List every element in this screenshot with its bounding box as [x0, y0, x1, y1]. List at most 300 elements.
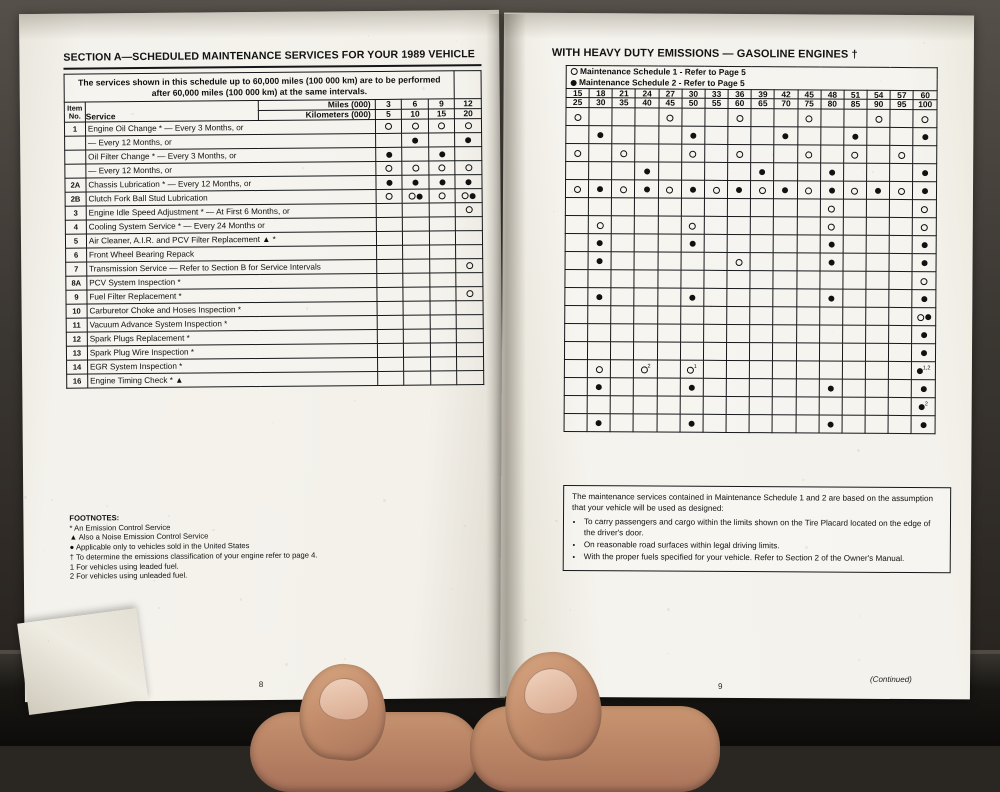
cell-1-8	[751, 127, 774, 145]
paper-speckle	[761, 231, 762, 232]
mark-dot	[571, 80, 577, 86]
row-6-mark-2	[429, 203, 456, 217]
right-km-0: 25	[566, 98, 589, 108]
row-service: Engine Idle Speed Adjustment * — At First 6 Months, or	[86, 204, 376, 221]
mark-dot	[920, 422, 926, 428]
cell-14-11	[819, 361, 842, 379]
row-11-mark-0	[377, 273, 404, 287]
cell-5-6	[704, 199, 727, 217]
row-4-mark-2	[429, 175, 456, 189]
cell-8-0	[565, 252, 588, 270]
cell-6-14	[889, 218, 912, 236]
mark-dot	[690, 241, 696, 247]
mark-dot	[688, 421, 694, 427]
paper-speckle	[24, 496, 26, 498]
cell-0-8	[751, 109, 774, 127]
mark-ring	[574, 186, 581, 193]
row-4-mark-0	[376, 175, 403, 189]
grid-row	[565, 270, 936, 290]
cell-3-6	[705, 163, 728, 181]
cell-10-0	[565, 288, 588, 306]
cell-10-3	[634, 288, 657, 306]
page-top-shading-right	[504, 13, 974, 42]
cell-4-13	[866, 182, 889, 200]
cell-1-7	[728, 127, 751, 145]
km-row-label: Kilometers (000)	[258, 110, 375, 121]
cell-12-12	[842, 325, 865, 343]
row-14-mark-1	[403, 315, 430, 329]
cell-6-9	[774, 217, 797, 235]
row-9-mark-0	[376, 245, 403, 259]
grid-row	[565, 306, 936, 326]
mark-ring	[917, 314, 924, 321]
cell-15-2	[611, 378, 634, 396]
grid-row	[566, 144, 937, 164]
cell-15-5	[680, 378, 703, 396]
cell-8-11	[820, 253, 843, 271]
cell-8-3	[634, 252, 657, 270]
cell-17-0	[564, 414, 587, 432]
footnote-1: ▲ Also a Noise Emission Control Service	[69, 531, 209, 543]
cell-6-3	[635, 216, 658, 234]
cell-14-5	[680, 360, 703, 378]
row-number	[65, 150, 86, 164]
mark-dot	[439, 179, 445, 185]
paper-speckle	[87, 188, 89, 190]
row-12-mark-1	[403, 287, 430, 301]
mark-ring	[898, 152, 905, 159]
cell-15-15	[912, 380, 936, 398]
cell-4-6	[704, 181, 727, 199]
right-miles-15: 60	[913, 90, 937, 100]
mark-ring	[620, 150, 627, 157]
mark-dot	[922, 134, 928, 140]
cell-4-12	[843, 181, 866, 199]
row-number: 12	[66, 332, 87, 346]
row-service: Chassis Lubrication * — Every 12 Months, or	[86, 176, 376, 193]
cell-10-10	[796, 289, 819, 307]
miles-value-2: 9	[428, 99, 455, 109]
row-6-mark-3	[456, 203, 483, 217]
cell-13-14	[889, 344, 912, 362]
mark-ring	[735, 259, 742, 266]
row-6-mark-0	[376, 203, 403, 217]
mark-ring	[412, 165, 419, 172]
cell-4-9	[774, 181, 797, 199]
cell-8-2	[611, 252, 634, 270]
right-page	[500, 13, 974, 700]
miles-row-label: Miles (000)	[258, 100, 375, 111]
cell-11-3	[634, 306, 657, 324]
mark-ring	[852, 151, 859, 158]
mark-dot	[596, 420, 602, 426]
mark-dot	[466, 179, 472, 185]
row-18-mark-0	[378, 371, 405, 385]
grid-row	[565, 234, 936, 254]
cell-11-15	[912, 308, 936, 326]
paper-speckle	[553, 211, 554, 212]
paper-speckle	[892, 33, 893, 34]
cell-6-7	[727, 217, 750, 235]
cell-0-5	[682, 108, 705, 126]
cell-5-13	[866, 200, 889, 218]
cell-5-14	[890, 200, 913, 218]
footnote-3: † To determine the emissions classification of your engine refer to page 4.	[69, 550, 318, 562]
cell-11-13	[866, 308, 889, 326]
row-7-mark-1	[403, 217, 430, 231]
row-3-mark-3	[455, 161, 482, 175]
cell-17-13	[865, 416, 888, 434]
mark-dot	[690, 133, 696, 139]
km-value-2: 15	[428, 109, 455, 119]
km-value-1: 10	[402, 109, 429, 119]
cell-8-14	[889, 254, 912, 272]
right-miles-7: 36	[728, 89, 751, 99]
cell-11-0	[565, 306, 588, 324]
cell-10-13	[866, 290, 889, 308]
right-km-10: 75	[798, 99, 821, 109]
mark-ring	[409, 193, 416, 200]
mark-dot	[782, 187, 788, 193]
paper-speckle	[131, 113, 134, 116]
cell-8-1	[588, 252, 611, 270]
cell-13-11	[819, 343, 842, 361]
paper-speckle	[48, 640, 49, 641]
cell-3-9	[774, 163, 797, 181]
cell-10-6	[704, 289, 727, 307]
paper-speckle	[270, 281, 271, 282]
cell-8-9	[773, 253, 796, 271]
cell-7-6	[704, 235, 727, 253]
mark-ring	[439, 193, 446, 200]
cell-4-5	[681, 180, 704, 198]
row-service: Cooling System Service * — Every 24 Months or	[86, 218, 376, 235]
row-number: 11	[66, 318, 87, 332]
row-service: Vacuum Advance System Inspection *	[87, 316, 377, 333]
cell-3-13	[867, 164, 890, 182]
mark-dot	[828, 296, 834, 302]
paper-speckle	[922, 228, 924, 230]
cell-9-4	[658, 270, 681, 288]
cell-15-3	[634, 378, 657, 396]
cell-10-1	[588, 288, 611, 306]
mark-dot	[417, 194, 423, 200]
cell-8-12	[843, 253, 866, 271]
cell-6-12	[843, 217, 866, 235]
cell-17-9	[772, 415, 795, 433]
legend-row-1: Maintenance Schedule 2 - Refer to Page 5	[566, 77, 937, 91]
cell-4-2	[612, 180, 635, 198]
cell-16-10	[796, 397, 819, 415]
cell-10-8	[750, 289, 773, 307]
miles-value-0: 3	[375, 100, 402, 110]
mark-ring	[805, 187, 812, 194]
row-10-mark-3	[456, 259, 483, 273]
paper-speckle	[708, 12, 709, 13]
cell-2-13	[867, 146, 890, 164]
mark-dot	[921, 260, 927, 266]
mark-ring	[385, 165, 392, 172]
paper-speckle	[272, 423, 273, 424]
paper-speckle	[141, 372, 142, 373]
grid-row	[565, 198, 936, 218]
cell-17-10	[796, 415, 819, 433]
row-18-mark-1	[404, 371, 431, 385]
cell-4-8	[751, 181, 774, 199]
cell-13-4	[657, 342, 680, 360]
cell-0-7	[728, 109, 751, 127]
right-page-heading: WITH HEAVY DUTY EMISSIONS — GASOLINE ENGINES †	[551, 46, 858, 61]
right-miles-14: 57	[890, 90, 913, 100]
cell-9-2	[611, 270, 634, 288]
cell-10-15	[912, 290, 936, 308]
cell-11-7	[727, 307, 750, 325]
cell-10-14	[889, 290, 912, 308]
row-16-mark-2	[430, 343, 457, 357]
cell-3-7	[728, 163, 751, 181]
right-miles-8: 39	[751, 89, 774, 99]
right-miles-12: 51	[844, 90, 867, 100]
cell-15-14	[888, 380, 911, 398]
mark-ring	[667, 114, 674, 121]
cell-7-0	[565, 234, 588, 252]
right-thumbnail	[522, 666, 580, 717]
mark-ring	[620, 186, 627, 193]
mark-dot	[783, 133, 789, 139]
cell-15-7	[726, 379, 749, 397]
mark-dot	[875, 188, 881, 194]
cell-8-10	[797, 253, 820, 271]
row-12-mark-0	[377, 287, 404, 301]
cell-12-0	[565, 324, 588, 342]
cell-9-5	[681, 270, 704, 288]
cell-13-1	[588, 342, 611, 360]
cell-17-15	[911, 416, 935, 434]
cell-2-2	[612, 144, 635, 162]
cell-9-10	[796, 271, 819, 289]
cell-6-11	[820, 217, 843, 235]
row-number: 2A	[65, 178, 86, 192]
row-13-mark-1	[403, 301, 430, 315]
cell-11-6	[704, 307, 727, 325]
right-miles-2: 21	[612, 88, 635, 98]
left-page	[19, 10, 505, 702]
cell-14-8	[750, 361, 773, 379]
right-km-6: 55	[705, 99, 728, 109]
right-miles-4: 27	[659, 89, 682, 99]
cell-6-10	[797, 217, 820, 235]
cell-11-12	[843, 307, 866, 325]
footnote-5: 2 For vehicles using unleaded fuel.	[69, 570, 188, 581]
cell-12-15	[912, 326, 936, 344]
cell-4-0	[565, 180, 588, 198]
cell-14-12	[842, 361, 865, 379]
grid-row	[564, 414, 935, 434]
row-service: Oil Filter Change * — Every 3 Months, or	[86, 148, 376, 165]
row-14-mark-0	[377, 315, 404, 329]
cell-5-4	[658, 198, 681, 216]
mark-dot	[596, 384, 602, 390]
cell-16-5	[680, 396, 703, 414]
cell-16-4	[657, 396, 680, 414]
row-16-mark-3	[457, 343, 484, 357]
row-11-mark-3	[456, 273, 483, 287]
row-16-mark-0	[377, 343, 404, 357]
row-number: 8A	[66, 276, 87, 290]
mark-dot	[644, 169, 650, 175]
cell-11-2	[611, 306, 634, 324]
cell-8-6	[704, 253, 727, 271]
mark-dot	[828, 242, 834, 248]
cell-0-3	[635, 108, 658, 126]
mark-ring	[597, 222, 604, 229]
cell-10-11	[820, 289, 843, 307]
row-service: Spark Plug Wire Inspection *	[87, 344, 377, 361]
right-miles-6: 33	[705, 89, 728, 99]
col-item-no-header: Item No.	[64, 103, 85, 123]
grid-row	[564, 360, 935, 380]
cell-17-6	[703, 415, 726, 433]
mark-ring	[412, 123, 419, 130]
cell-14-14	[889, 362, 912, 380]
km-value-0: 5	[375, 110, 402, 120]
cell-3-1	[589, 162, 612, 180]
cell-5-2	[612, 198, 635, 216]
section-title: SECTION A—SCHEDULED MAINTENANCE SERVICES FOR YOUR 1989 VEHICLE	[63, 48, 476, 64]
row-service: Front Wheel Bearing Repack	[86, 246, 376, 263]
row-service: Air Cleaner, A.I.R. and PCV Filter Replacement ▲ *	[86, 232, 376, 249]
cell-6-13	[866, 218, 889, 236]
mark-dot	[644, 187, 650, 193]
mark-ring	[736, 151, 743, 158]
paper-speckle	[611, 157, 613, 159]
cell-17-1	[587, 414, 610, 432]
paper-speckle	[634, 148, 635, 149]
mark-dot	[689, 385, 695, 391]
cell-6-6	[704, 217, 727, 235]
cell-0-11	[821, 109, 844, 127]
cell-6-1	[588, 216, 611, 234]
row-0-mark-1	[402, 119, 429, 133]
cell-0-0	[566, 108, 589, 126]
cell-0-2	[612, 108, 635, 126]
row-9-mark-1	[403, 245, 430, 259]
cell-15-4	[657, 378, 680, 396]
cell-15-8	[750, 379, 773, 397]
cell-11-9	[773, 307, 796, 325]
cell-17-14	[888, 416, 911, 434]
paper-speckle	[797, 320, 798, 321]
cell-16-1	[587, 396, 610, 414]
cell-3-5	[681, 162, 704, 180]
cell-14-6	[703, 361, 726, 379]
paper-speckle	[667, 653, 668, 654]
mark-dot	[921, 332, 927, 338]
cell-16-8	[749, 397, 772, 415]
paper-speckle	[805, 546, 808, 549]
cell-12-2	[611, 324, 634, 342]
grid-row	[566, 108, 937, 128]
mark-dot	[597, 240, 603, 246]
cell-13-13	[865, 344, 888, 362]
paper-speckle	[80, 523, 81, 524]
row-8-mark-2	[429, 231, 456, 245]
row-2-mark-3	[455, 147, 482, 161]
cell-12-6	[704, 325, 727, 343]
row-2-mark-1	[402, 147, 429, 161]
cell-15-12	[842, 379, 865, 397]
row-17-mark-1	[404, 357, 431, 371]
mark-ring	[828, 223, 835, 230]
cell-2-5	[681, 144, 704, 162]
mark-ring	[875, 115, 882, 122]
cell-15-13	[865, 380, 888, 398]
title-rule	[63, 64, 481, 70]
paper-speckle	[729, 269, 730, 270]
grid-row	[564, 378, 935, 398]
cell-7-4	[658, 234, 681, 252]
cell-13-6	[703, 343, 726, 361]
row-15-mark-3	[457, 329, 484, 343]
cell-6-15	[913, 218, 937, 236]
cell-4-1	[589, 180, 612, 198]
cell-0-4	[659, 108, 682, 126]
row-service: Fuel Filter Replacement *	[87, 288, 377, 305]
continued-label: (Continued)	[869, 674, 912, 685]
cell-2-10	[797, 145, 820, 163]
paper-speckle	[452, 588, 453, 589]
cell-7-1	[588, 234, 611, 252]
cell-17-12	[842, 415, 865, 433]
right-miles-13: 54	[867, 90, 890, 100]
cell-12-1	[588, 324, 611, 342]
mark-dot	[829, 170, 835, 176]
right-km-5: 50	[682, 99, 705, 109]
cell-2-8	[751, 145, 774, 163]
cell-6-0	[565, 216, 588, 234]
cell-12-11	[819, 325, 842, 343]
right-km-7: 60	[728, 99, 751, 109]
row-11-mark-2	[430, 273, 457, 287]
cell-1-3	[635, 126, 658, 144]
cell-17-2	[610, 414, 633, 432]
cell-10-4	[657, 288, 680, 306]
mark-superscript: 2	[647, 364, 651, 371]
grid-row	[565, 180, 936, 200]
cell-7-10	[797, 235, 820, 253]
cell-2-7	[728, 145, 751, 163]
cell-10-9	[773, 289, 796, 307]
cell-12-7	[727, 325, 750, 343]
cell-0-12	[844, 109, 867, 127]
row-service: — Every 12 Months, or	[86, 162, 376, 179]
mark-dot	[412, 138, 418, 144]
cell-12-4	[657, 324, 680, 342]
paper-speckle	[231, 553, 233, 555]
mark-dot	[922, 188, 928, 194]
mark-dot	[759, 169, 765, 175]
miles-value-3: 12	[455, 99, 482, 109]
mark-ring	[465, 165, 472, 172]
paper-speckle	[306, 307, 308, 309]
cell-17-7	[726, 415, 749, 433]
cell-6-4	[658, 216, 681, 234]
footnotes-title: FOOTNOTES:	[69, 513, 120, 523]
mark-ring	[666, 186, 673, 193]
cell-11-5	[680, 306, 703, 324]
mark-ring	[921, 278, 928, 285]
right-miles-11: 48	[821, 90, 844, 100]
